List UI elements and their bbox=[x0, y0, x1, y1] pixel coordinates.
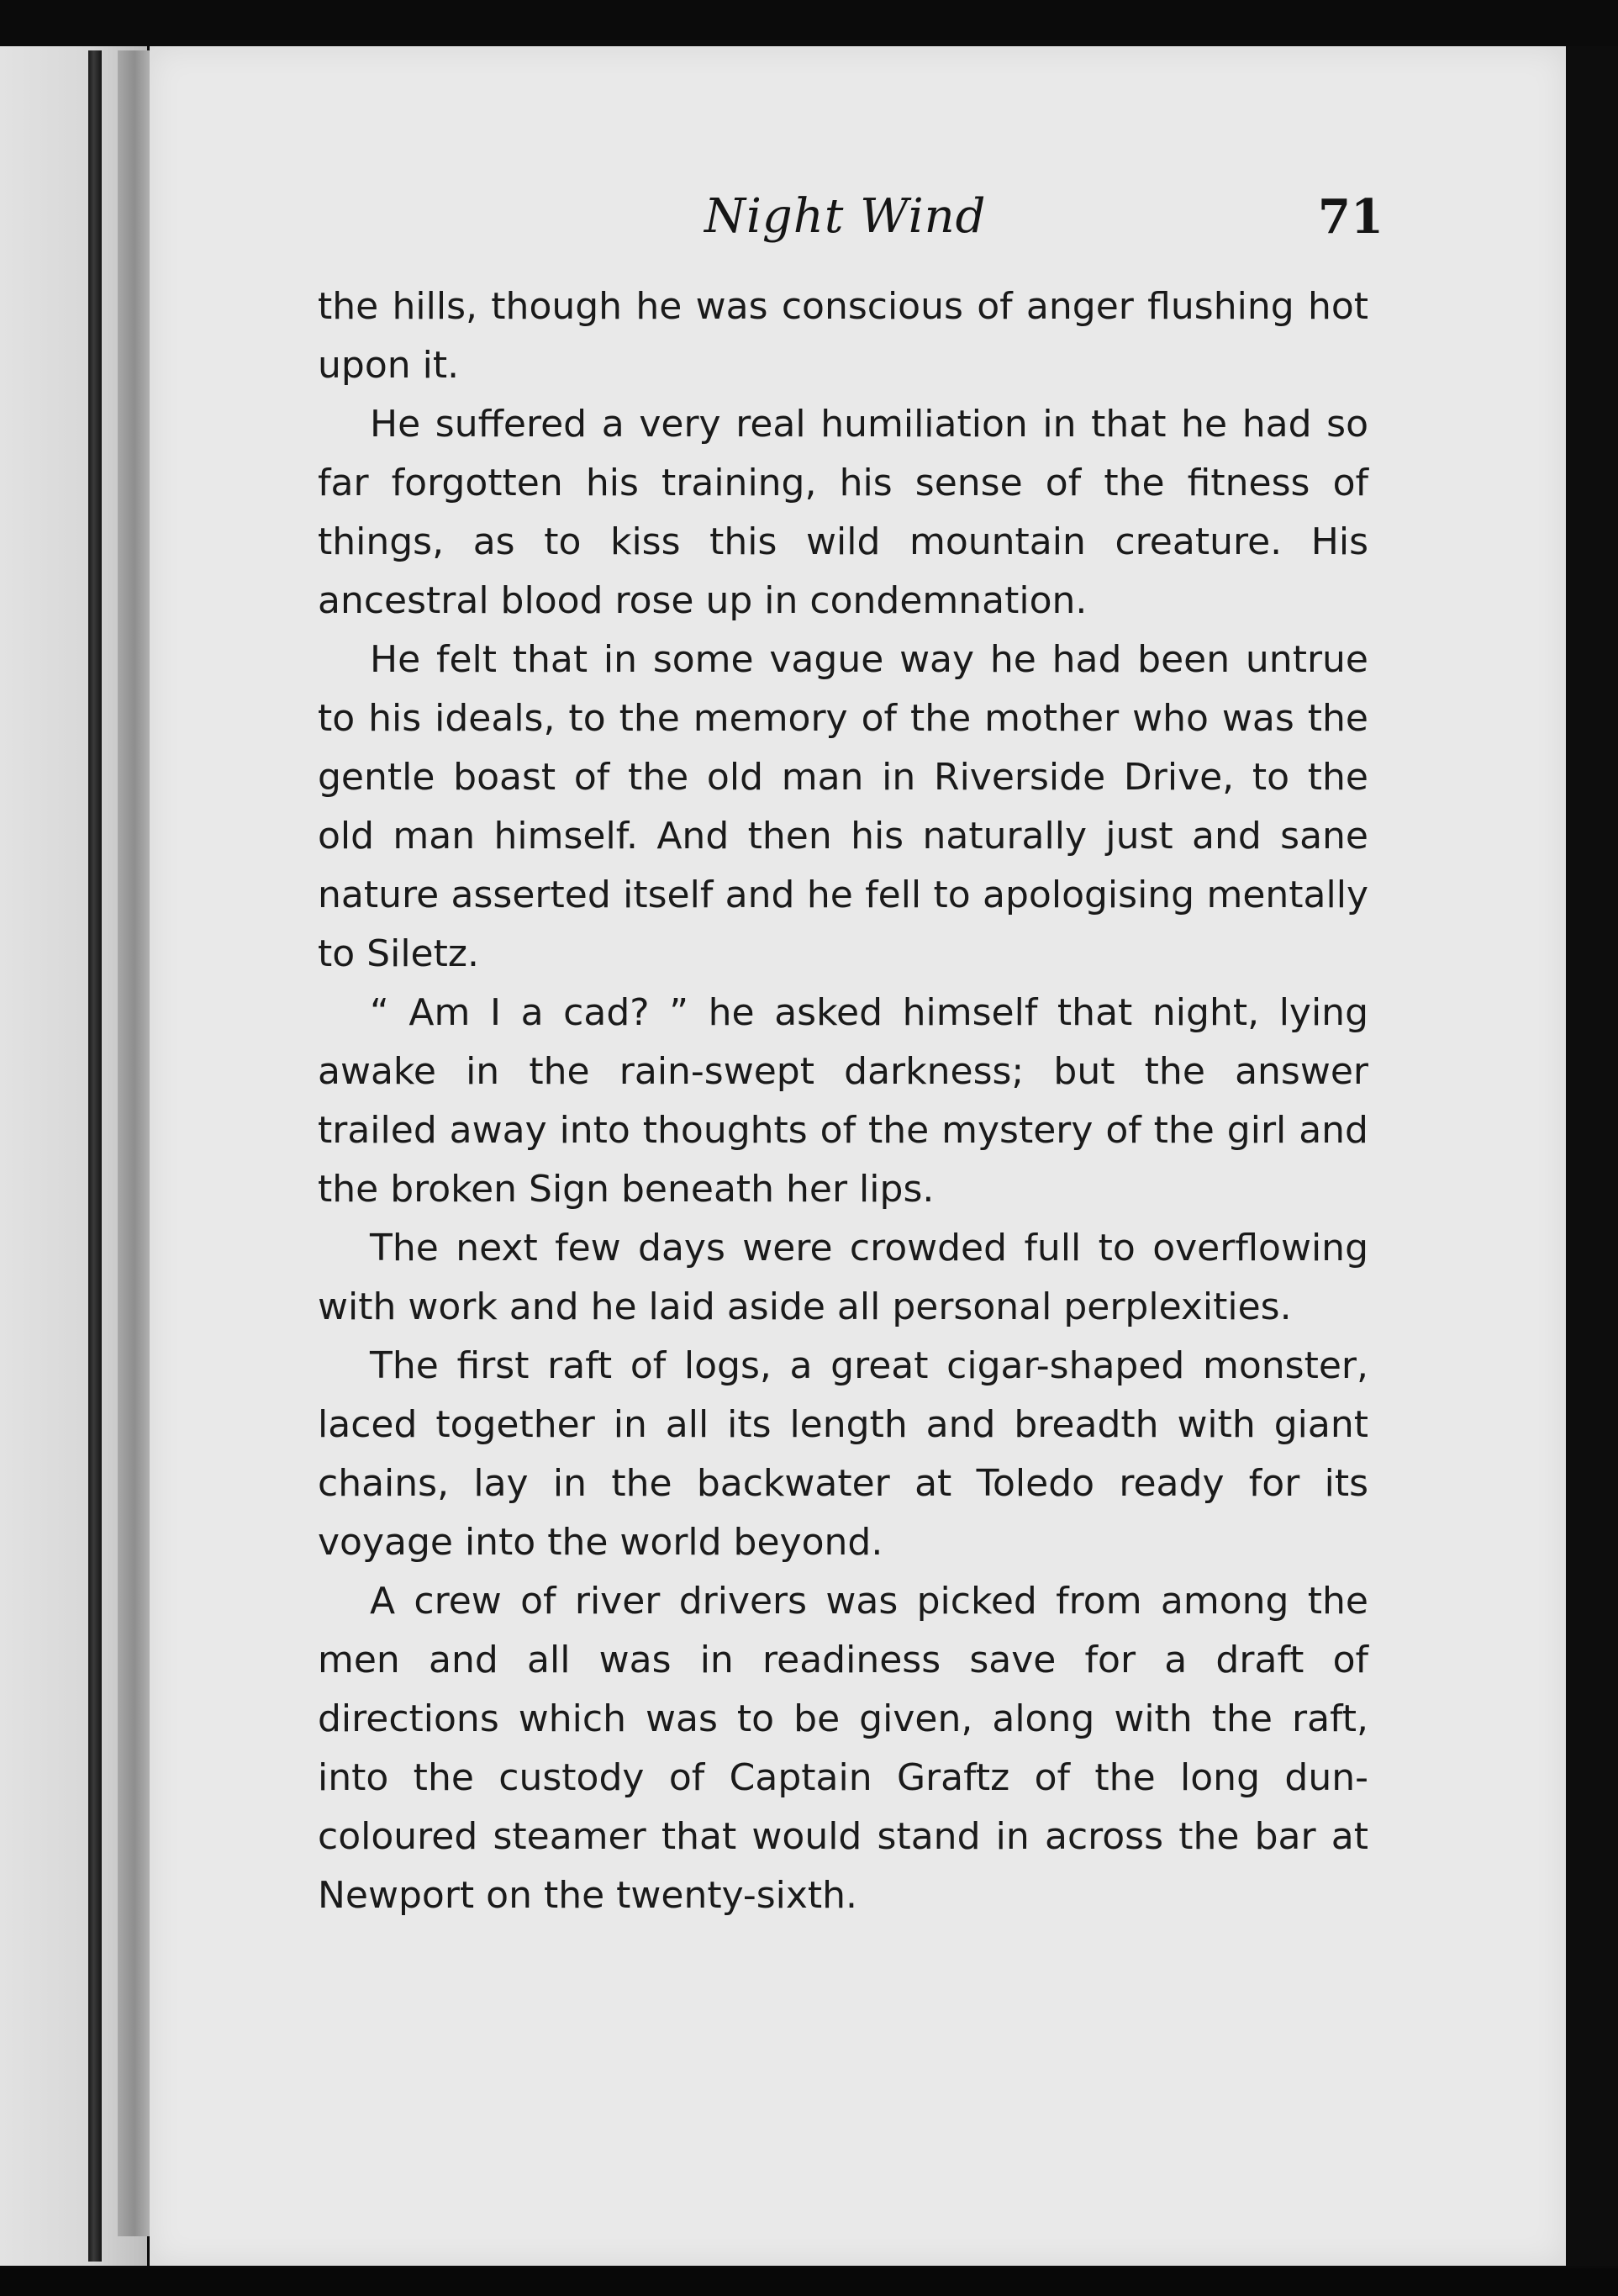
paragraph: The next few days were crowded full to overflowing with work and he laid aside all personal perplexities. bbox=[318, 1227, 1368, 1328]
book-page bbox=[150, 46, 1566, 2266]
scan-border-bottom bbox=[0, 2268, 1618, 2296]
page-number: 71 bbox=[1318, 189, 1383, 245]
paragraph: He felt that in some vague way he had been untrue to his ideals, to the memory of the mother who was the gentle boast of the old man in Riverside Drive, to the old man himself. And then his naturally just and sane nature asserted itself and he fell to apologising mentally to Siletz. bbox=[318, 638, 1368, 975]
paragraph: The first raft of logs, a great cigar-shaped monster, laced together in all its length and breadth with giant chains, lay in the backwater at Toledo ready for its voyage into the world beyond. bbox=[318, 1344, 1368, 1564]
page-header bbox=[150, 189, 1566, 265]
paragraph: A crew of river drivers was picked from among the men and all was in readiness save for a draft of directions which was to be given, along with the raft, into the custody of Captain Graftz of the long dun-coloured steamer that would stand in across the bar at Newport on the twenty-sixth. bbox=[318, 1580, 1368, 1917]
paragraph: “ Am I a cad? ” he asked himself that night, lying awake in the rain-swept darkness; but the answer trailed away into thoughts of the mystery of the girl and the broken Sign beneath her lips. bbox=[318, 991, 1368, 1211]
paragraph: He suffered a very real humiliation in that he had so far forgotten his training, his sense of the fitness of things, as to kiss this wild mountain creature. His ancestral blood rose up in condemnation. bbox=[318, 403, 1368, 622]
running-title: Night Wind bbox=[704, 189, 987, 244]
page-binding-shadow bbox=[118, 50, 151, 2236]
page-body bbox=[318, 277, 1368, 1925]
book-gutter bbox=[88, 50, 102, 2262]
paragraph: the hills, though he was conscious of anger flushing hot upon it. bbox=[318, 285, 1368, 387]
scan-border-right bbox=[1566, 46, 1618, 2266]
